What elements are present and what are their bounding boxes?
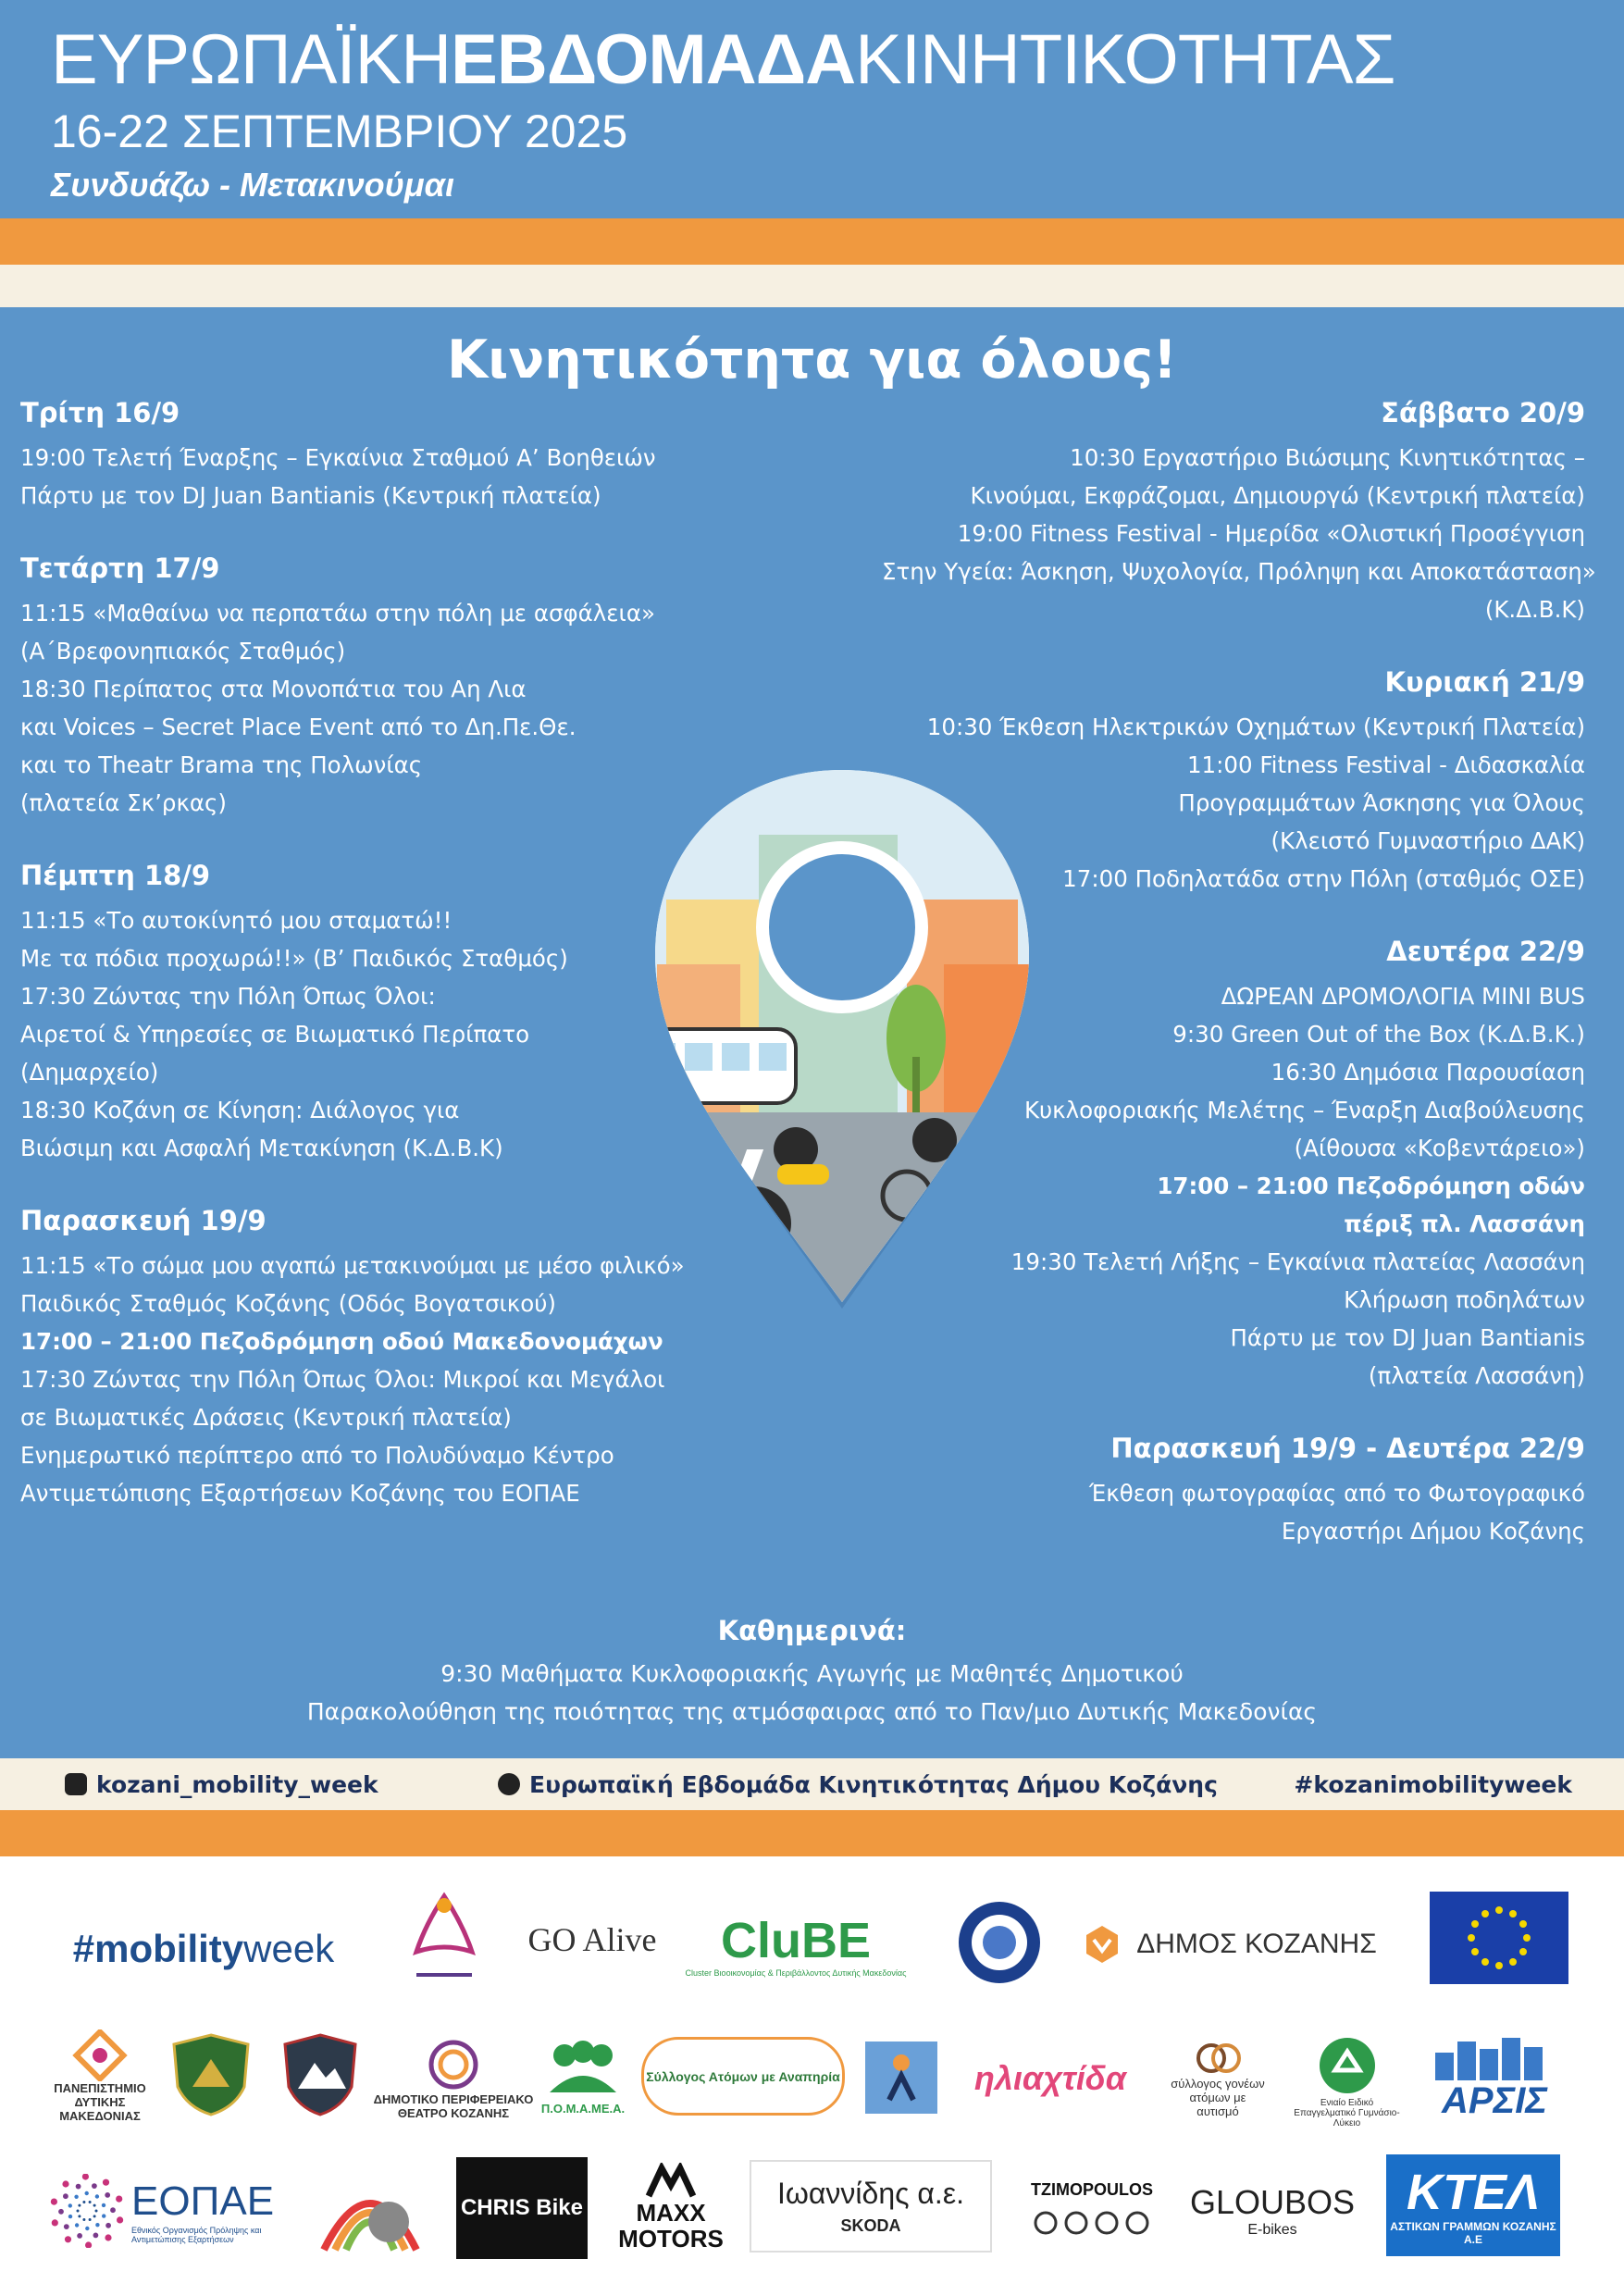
rainbow-swirl-logo xyxy=(310,2154,430,2261)
ioannidis-text: Ιωαννίδης α.ε. xyxy=(777,2177,964,2210)
eopae-dot xyxy=(58,2208,64,2214)
clube-logo xyxy=(680,1901,911,1989)
syllogos-amea-logo: Σύλλογος Ατόμων με Αναπηρία xyxy=(641,2037,845,2116)
instagram-text: kozani_mobility_week xyxy=(96,1771,378,1798)
day-gap xyxy=(20,822,705,855)
ktel-text: ΚΤΕΛ xyxy=(1406,2165,1541,2220)
eopae-logo xyxy=(44,2162,285,2259)
crosswalk-3 xyxy=(679,1149,726,1233)
people-icon xyxy=(542,2037,624,2102)
eopae-dot xyxy=(78,2203,81,2206)
university-knot-icon xyxy=(72,2029,128,2081)
ktel-logo xyxy=(1386,2154,1560,2256)
police-logo xyxy=(953,1893,1046,1991)
right-event-line: Προγραμμάτων Άσκησης για Όλους xyxy=(1178,789,1585,816)
mobilityweek-b: week xyxy=(243,1927,335,1970)
facebook-icon xyxy=(498,1773,520,1795)
ioannidis-logo xyxy=(750,2160,992,2253)
left-event-line: Με τα πόδια προχωρώ!!» (Β’ Παιδικός Σταθμός) xyxy=(20,945,568,972)
eopae-dot xyxy=(82,2201,85,2203)
left-event-line: (Δημαρχείο) xyxy=(20,1059,159,1086)
daily-line-2: Παρακολούθηση της ποιότητας της ατμόσφαιρας από το Παν/μιο Δυτικής Μακεδονίας xyxy=(306,1698,1318,1725)
right-event-line: (πλατεία Λασσάνη) xyxy=(1368,1362,1585,1389)
cream-stripe-top xyxy=(0,265,1624,307)
eopae-dot xyxy=(82,2174,89,2180)
eu-star xyxy=(1471,1920,1479,1928)
right-event-line: 10:30 Έκθεση Ηλεκτρικών Οχημάτων (Κεντρική Πλατεία) xyxy=(926,714,1585,740)
eopae-dot xyxy=(103,2178,109,2185)
left-event-line: και το Theatr Brama της Πολωνίας xyxy=(20,751,423,778)
left-event-line: σε Βιωματικές Δράσεις (Κεντρική πλατεία) xyxy=(20,1404,512,1431)
dancer-icon xyxy=(398,1887,490,1989)
eopae-dot xyxy=(102,2203,105,2206)
eopae-dot xyxy=(68,2203,72,2207)
eu-star xyxy=(1481,1958,1489,1966)
eu-star xyxy=(1468,1934,1475,1942)
sponsor-logos xyxy=(0,1856,1624,2296)
left-day-heading: Τρίτη 16/9 xyxy=(20,397,180,428)
right-event-line: 11:00 Fitness Festival - Διδασκαλία xyxy=(1186,751,1585,778)
orange-stripe-bottom xyxy=(0,1810,1624,1856)
right-event-line: 19:00 Fitness Festival - Ημερίδα «Ολιστική Προσέγγιση xyxy=(957,520,1585,547)
pomamea-text: Π.Ο.Μ.Α.ΜΕ.Α. xyxy=(540,2101,626,2116)
right-day-heading: Σάββατο 20/9 xyxy=(1381,397,1585,428)
eopae-dot xyxy=(95,2194,99,2198)
eu-star xyxy=(1481,1910,1489,1917)
crosswalk-1 xyxy=(638,1149,652,1233)
left-event-line: 11:15 «Μαθαίνω να περπατάω στην πόλη με ασφάλεια» xyxy=(20,600,655,627)
eopae-dot xyxy=(64,2224,69,2229)
ktel-subtext: ΑΣΤΙΚΩΝ ΓΡΑΜΜΩΝ ΚΟΖΑΝΗΣ Α.Ε xyxy=(1390,2220,1556,2246)
right-event-line: (Κ.Δ.Β.Κ) xyxy=(1484,596,1585,623)
left-event-line: 11:15 «Το σώμα μου αγαπώ μετακινούμαι με μέσο φιλικό» xyxy=(20,1252,685,1279)
right-event-line: 16:30 Δημόσια Παρουσίαση xyxy=(1271,1059,1585,1086)
university-logo xyxy=(35,2023,165,2129)
eopae-dot xyxy=(63,2193,68,2199)
right-event-line: Εργαστήρι Δήμου Κοζάνης xyxy=(1281,1518,1585,1545)
social-bar xyxy=(0,1758,1624,1810)
left-event-line: Βιώσιμη και Ασφαλή Μετακίνηση (Κ.Δ.Β.Κ) xyxy=(20,1135,503,1161)
left-day-heading: Πέμπτη 18/9 xyxy=(20,860,211,891)
eopae-dot xyxy=(85,2241,92,2248)
instagram-handle[interactable] xyxy=(65,1771,378,1798)
left-event-line: 17:00 – 21:00 Πεζοδρόμηση οδού Μακεδονομάχων xyxy=(20,1328,663,1355)
clube-text: CluBE xyxy=(721,1912,871,1968)
right-event-line: πέριξ πλ. Λασσάνη xyxy=(1344,1210,1585,1237)
theatro-text: ΔΗΜΟΤΙΚΟ ΠΕΡΙΦΕΡΕΙΑΚΟ ΘΕΑΤΡΟ ΚΟΖΑΝΗΣ xyxy=(373,2092,534,2120)
dimos-text: ΔΗΜΟΣ ΚΟΖΑΝΗΣ xyxy=(1136,1929,1377,1959)
dimos-kozanis-logo xyxy=(1072,1912,1386,1977)
eopae-dot xyxy=(85,2226,89,2229)
recycle-icon xyxy=(1315,2033,1380,2098)
eopae-dot xyxy=(93,2203,96,2206)
left-event-line: και Voices – Secret Place Event από το Δη.Πε.Θε. xyxy=(20,714,576,740)
eeeek-logo xyxy=(1289,2028,1405,2134)
eopae-dot xyxy=(93,2215,96,2217)
day-gap xyxy=(882,1395,1585,1428)
eopae-dot xyxy=(85,2191,89,2194)
tzimopoulos-text: TZIMOPOULOS xyxy=(1031,2179,1153,2199)
eu-star xyxy=(1509,1958,1517,1966)
right-event-line: Έκθεση φωτογραφίας από το Φωτογραφικό xyxy=(1088,1480,1585,1507)
eopae-dot xyxy=(75,2223,79,2227)
theatre-rings-icon xyxy=(426,2037,481,2092)
right-event-line: (Κλειστό Γυμναστήριο ΔΑΚ) xyxy=(1271,827,1585,854)
ebikes-text: E-bikes xyxy=(1247,2221,1297,2238)
eopae-dot xyxy=(89,2201,92,2203)
eu-star xyxy=(1523,1934,1531,1942)
mobilityweek-a: #mobility xyxy=(72,1927,244,1970)
local-org-logo xyxy=(865,2042,937,2114)
eopae-dot xyxy=(89,2218,92,2221)
left-event-line: Παιδικός Σταθμός Κοζάνης (Οδός Βογατσικού) xyxy=(20,1290,556,1317)
eopae-dot xyxy=(52,2219,58,2226)
left-event-line: Αντιμετώπισης Εξαρτήσεων Κοζάνης του ΕΟΠΑΕ xyxy=(20,1480,580,1507)
eopae-dot xyxy=(78,2215,81,2217)
title-part-2: ΕΒΔΟΜΑΔΑ xyxy=(451,20,856,99)
instagram-icon xyxy=(65,1773,87,1795)
eopae-text: ΕΟΠΑΕ xyxy=(131,2178,275,2224)
car-brands-icon xyxy=(1032,2209,1152,2237)
eopae-dot xyxy=(92,2183,97,2189)
tzimopoulos-logo xyxy=(1023,2166,1161,2250)
daily-section xyxy=(0,1610,1624,1731)
arsis-logo xyxy=(1425,2025,1564,2131)
arsis-text: ΑΡΣΙΣ xyxy=(1442,2080,1547,2121)
eopae-dot xyxy=(95,2209,98,2212)
hashtag[interactable]: #kozanimobilityweek xyxy=(1294,1771,1572,1798)
event-slogan: Συνδυάζω - Μετακινούμαι xyxy=(51,166,454,204)
dipethe-logo xyxy=(370,2023,537,2134)
day-gap xyxy=(20,1167,705,1200)
figure-icon xyxy=(878,2050,924,2105)
left-event-line: 17:30 Ζώντας την Πόλη Όπως Όλοι: Μικροί και Μεγάλοι xyxy=(20,1366,665,1393)
mobility-pin-illustration xyxy=(638,761,1046,1316)
eopae-dot xyxy=(82,2218,85,2221)
shield-mountain-icon xyxy=(281,2031,359,2118)
mobilityweek-logo xyxy=(65,1912,342,1986)
ilachtida-logo: ηλιαχτίδα xyxy=(973,2059,1127,2097)
right-event-line: (Αίθουσα «Κοβεντάρειο») xyxy=(1294,1135,1585,1161)
character-main xyxy=(717,1186,791,1260)
daily-line-1: 9:30 Μαθήματα Κυκλοφοριακής Αγωγής με Μαθητές Δημοτικού xyxy=(440,1660,1184,1687)
eopae-dot xyxy=(62,2180,68,2187)
bicycle-wheel-2 xyxy=(948,1172,996,1220)
left-event-line: 19:00 Τελετή Έναρξης – Εγκαίνια Σταθμού Α’ Βοηθειών xyxy=(20,444,656,471)
dots-swirl-icon xyxy=(50,2174,124,2248)
right-day-heading: Παρασκευή 19/9 - Δευτέρα 22/9 xyxy=(1110,1433,1585,1464)
character-cyclist xyxy=(912,1118,957,1162)
right-day-heading: Δευτέρα 22/9 xyxy=(1386,936,1585,967)
eu-star xyxy=(1495,1906,1503,1914)
right-event-line: 10:30 Εργαστήριο Βιώσιμης Κινητικότητας – xyxy=(1070,444,1585,471)
eopae-dot xyxy=(105,2222,111,2228)
header-banner xyxy=(0,0,1624,218)
eeeek-text: Ενιαίο Ειδικό Επαγγελματικό Γυμνάσιο-Λύκειο xyxy=(1294,2098,1400,2128)
eopae-dot xyxy=(77,2209,80,2212)
gloubos-text: GLOUBOS xyxy=(1189,2182,1356,2221)
sports-club-logo xyxy=(396,1884,492,1991)
eu-star xyxy=(1519,1948,1527,1955)
city-skyline-icon xyxy=(1430,2034,1559,2080)
pomamea-logo xyxy=(532,2025,634,2127)
eopae-dot xyxy=(116,2195,122,2202)
eopae-dot xyxy=(77,2233,82,2239)
police-badge-icon xyxy=(955,1896,1044,1989)
sed-kozanis-logo xyxy=(280,2030,359,2118)
event-dates: 16-22 ΣΕΠΤΕΜΒΡΙΟΥ 2025 xyxy=(51,105,628,157)
left-event-line: 11:15 «Το αυτοκίνητό μου σταματώ!! xyxy=(20,907,452,934)
program-section xyxy=(0,307,1624,1758)
eu-star xyxy=(1471,1948,1479,1955)
road xyxy=(638,1112,1046,1316)
autism-association-logo xyxy=(1168,2028,1268,2129)
left-day-heading: Τετάρτη 17/9 xyxy=(20,552,220,584)
left-event-line: (πλατεία Σκ’ρκας) xyxy=(20,789,227,816)
eopae-dot xyxy=(51,2198,57,2204)
orange-stripe-top xyxy=(0,218,1624,265)
autism-emblem-icon xyxy=(1195,2040,1241,2077)
eopae-subtext: Εθνικός Οργανισμός Πρόληψης και Αντιμετώπισης Εξαρτήσεων xyxy=(131,2225,262,2244)
pin-hole xyxy=(762,848,922,1007)
eu-stars-icon xyxy=(1457,1901,1541,1975)
right-event-line: 9:30 Green Out of the Box (Κ.Δ.Β.Κ.) xyxy=(1172,1021,1585,1048)
daily-heading: Καθημερινά: xyxy=(717,1615,907,1646)
eopae-dot xyxy=(93,2232,99,2238)
eopae-dot xyxy=(102,2214,105,2217)
eopae-dot xyxy=(105,2192,110,2198)
day-gap xyxy=(882,628,1585,662)
facebook-text: Ευρωπαϊκή Εβδομάδα Κινητικότητας Δήμου Κοζάνης xyxy=(529,1771,1218,1798)
right-day-heading: Κυριακή 21/9 xyxy=(1384,666,1585,698)
eopae-dot xyxy=(68,2214,72,2217)
left-program-column xyxy=(20,392,705,1512)
dimos-emblem-icon xyxy=(1081,1921,1123,1967)
left-event-line: 17:30 Ζώντας την Πόλη Όπως Όλοι: xyxy=(20,983,436,1010)
title-part-3: ΚΙΝΗΤΙΚΟΤΗΤΑΣ xyxy=(855,20,1395,99)
left-event-line: Αιρετοί & Υπηρεσίες σε Βιωματικό Περίπατο xyxy=(20,1021,530,1048)
goalive-logo: GO Alive xyxy=(527,1921,657,1958)
gloubos-logo xyxy=(1180,2166,1365,2254)
maxx-motors-logo xyxy=(611,2151,731,2264)
university-text: ΠΑΝΕΠΙΣΤΗΜΙΟ ΔΥΤΙΚΗΣ ΜΑΚΕΔΟΝΙΑΣ xyxy=(54,2081,146,2123)
program-title: Κινητικότητα για όλους! xyxy=(446,329,1178,391)
maxx-m-icon xyxy=(645,2163,697,2200)
day-gap xyxy=(20,515,705,548)
skoda-text: SKODA xyxy=(840,2216,901,2235)
right-event-line: Στην Υγεία: Άσκηση, Ψυχολογία, Πρόληψη και Αποκατάσταση» xyxy=(882,558,1596,585)
eopae-dot xyxy=(65,2236,71,2242)
right-event-line: Πάρτυ με τον DJ Juan Bantianis xyxy=(1230,1324,1585,1351)
eu-star xyxy=(1495,1962,1503,1969)
right-event-line: ΔΩΡΕΑΝ ΔΡΟΜΟΛΟΓΙΑ MINI BUS xyxy=(1221,983,1585,1010)
right-event-line: 17:00 – 21:00 Πεζοδρόμηση οδών xyxy=(1157,1173,1585,1199)
left-day-heading: Παρασκευή 19/9 xyxy=(20,1205,267,1236)
event-title xyxy=(51,20,1395,100)
eu-star xyxy=(1509,1910,1517,1917)
right-event-line: 19:30 Τελετή Λήξης – Εγκαίνια πλατείας Λασσάνη xyxy=(1010,1248,1585,1275)
right-event-line: 17:00 Ποδηλατάδα στην Πόλη (σταθμός ΟΣΕ) xyxy=(1062,865,1585,892)
sports-club-2-logo xyxy=(169,2030,253,2118)
left-event-line: (Α΄Βρεφονηπιακός Σταθμός) xyxy=(20,638,346,664)
eopae-dot xyxy=(95,2223,99,2227)
right-event-line: Κινούμαι, Εκφράζομαι, Δημιουργώ (Κεντρική πλατεία) xyxy=(970,482,1585,509)
eu-flag-logo xyxy=(1430,1892,1568,1984)
facebook-page[interactable] xyxy=(498,1771,1218,1798)
left-event-line: 18:30 Κοζάνη σε Κίνηση: Διάλογος για xyxy=(20,1097,460,1123)
eu-star xyxy=(1519,1920,1527,1928)
maxx-text: MAXX MOTORS xyxy=(618,2199,724,2253)
right-event-line: Κυκλοφοριακής Μελέτης – Έναρξη Διαβούλευσης xyxy=(1023,1097,1585,1123)
rainbow-swirl-icon xyxy=(315,2157,426,2259)
shield-green-icon xyxy=(170,2031,252,2118)
autism-text: σύλλογος γονέων ατόμων με αυτισμό xyxy=(1171,2076,1265,2118)
left-event-line: 18:30 Περίπατος στα Μονοπάτια του Αη Λια xyxy=(20,676,527,702)
chris-bike-logo: CHRIS Bike xyxy=(456,2157,588,2259)
eopae-dot xyxy=(110,2207,116,2213)
clube-subtext: Cluster Βιοοικονομίας & Περιβάλλοντος Δυτικής Μακεδονίας xyxy=(685,1967,907,1978)
right-event-line: Κλήρωση ποδηλάτων xyxy=(1344,1286,1585,1313)
eopae-dot xyxy=(76,2183,81,2189)
eopae-dot xyxy=(117,2216,123,2223)
eopae-dot xyxy=(74,2194,78,2198)
crosswalk-2 xyxy=(642,1149,689,1233)
scooter xyxy=(777,1164,829,1185)
eopae-dot xyxy=(105,2234,111,2240)
left-event-line: Πάρτυ με τον DJ Juan Bantianis (Κεντρική πλατεία) xyxy=(20,482,601,509)
left-event-line: Ενημερωτικό περίπτερο από το Πολυδύναμο Κέντρο xyxy=(20,1442,614,1469)
title-part-1: ΕΥΡΩΠΑΪΚΗ xyxy=(51,20,452,99)
